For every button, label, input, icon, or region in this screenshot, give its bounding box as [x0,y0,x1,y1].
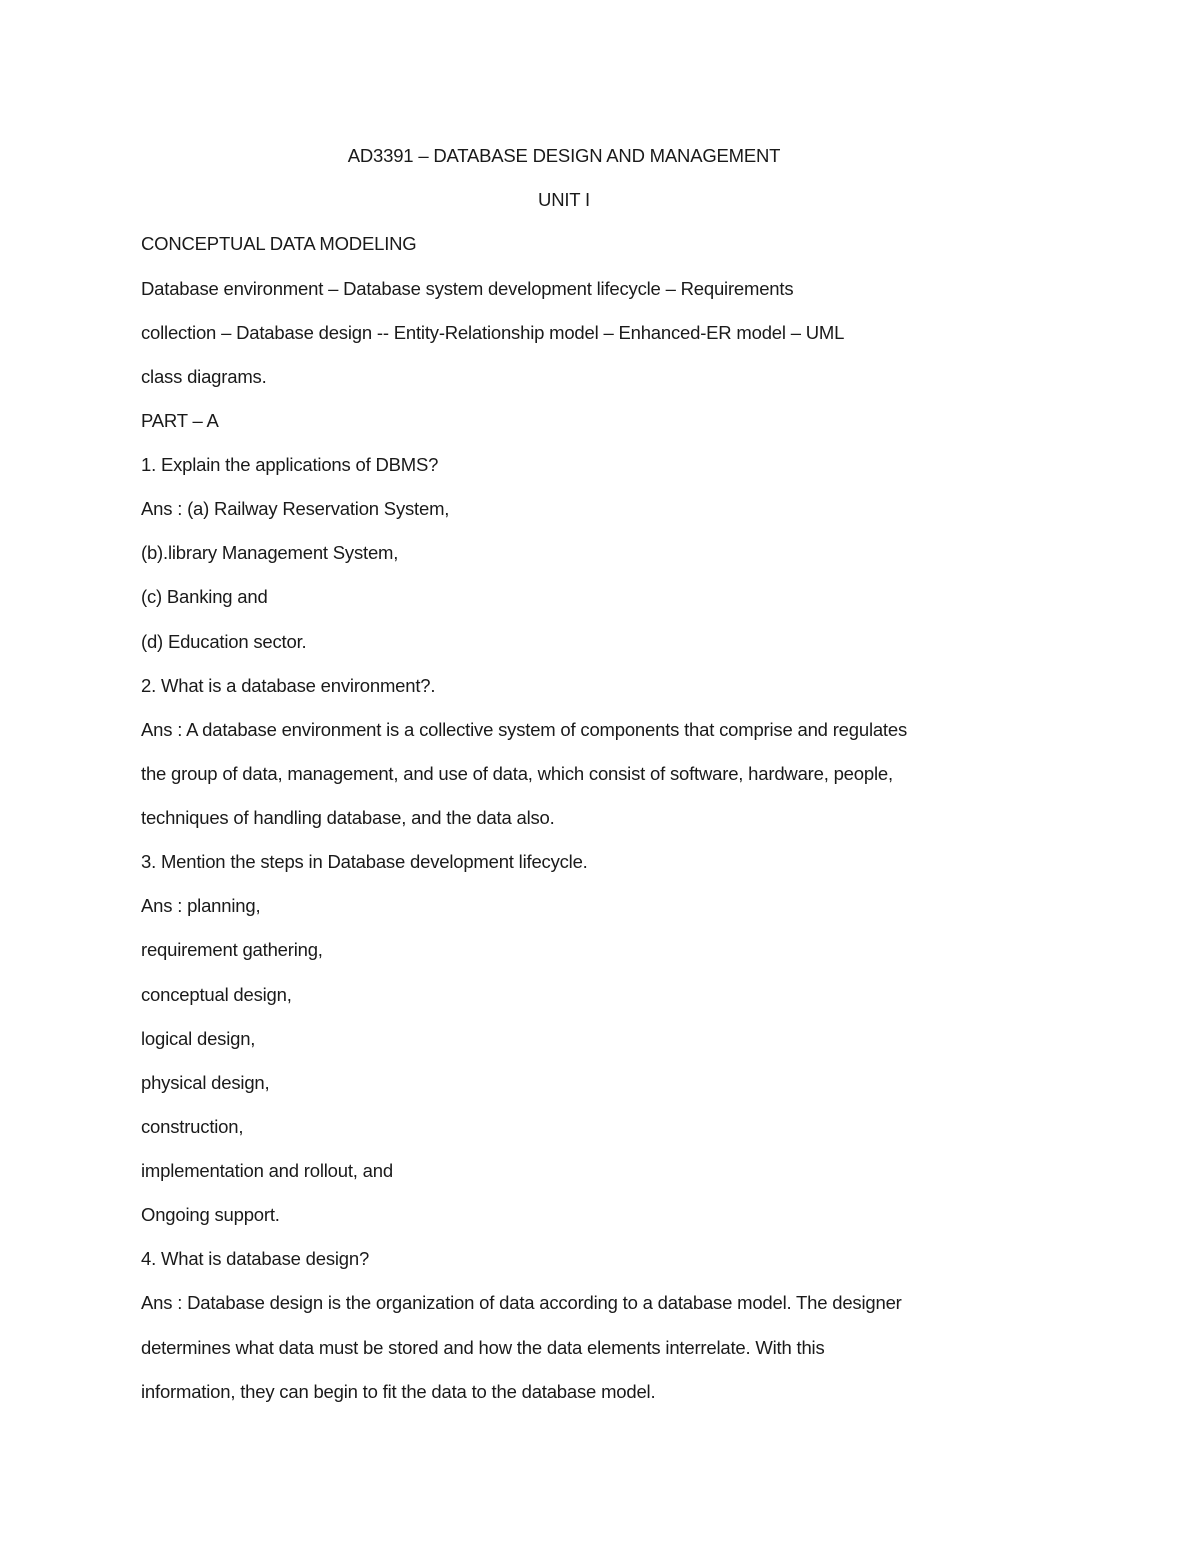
answer-line: logical design, [141,1028,256,1049]
answer-line: information, they can begin to fit the data to the database model. [141,1381,656,1402]
part-heading: PART – A [141,410,219,431]
syllabus-line: collection – Database design -- Entity-Relationship model – Enhanced-ER model – UML [141,322,845,343]
question-4: 4. What is database design? [141,1248,370,1269]
answer-line: (c) Banking and [141,586,268,607]
answer-line: (b).library Management System, [141,542,399,563]
unit-name: CONCEPTUAL DATA MODELING [141,233,417,254]
answer-line: determines what data must be stored and how the data elements interrelate. With this [141,1337,825,1358]
course-title: AD3391 – DATABASE DESIGN AND MANAGEMENT [347,145,781,166]
question-1: 1. Explain the applications of DBMS? [141,454,439,475]
answer-line: Ans : planning, [141,895,261,916]
answer-line: (d) Education sector. [141,631,307,652]
answer-line: construction, [141,1116,244,1137]
answer-line: Ans : (a) Railway Reservation System, [141,498,450,519]
question-3: 3. Mention the steps in Database development lifecycle. [141,851,588,872]
answer-line: implementation and rollout, and [141,1160,393,1181]
answer-line: physical design, [141,1072,270,1093]
syllabus-line: class diagrams. [141,366,267,387]
unit-heading: UNIT I [538,189,590,210]
answer-line: techniques of handling database, and the data also. [141,807,555,828]
syllabus-line: Database environment – Database system development lifecycle – Requirements [141,278,794,299]
answer-line: Ongoing support. [141,1204,280,1225]
answer-line: conceptual design, [141,984,292,1005]
answer-line: Ans : Database design is the organization of data according to a database model. The designer [141,1292,902,1313]
answer-line: the group of data, management, and use of data, which consist of software, hardware, people, [141,763,893,784]
question-2: 2. What is a database environment?. [141,675,436,696]
answer-line: requirement gathering, [141,939,323,960]
answer-line: Ans : A database environment is a collective system of components that comprise and regulates [141,719,908,740]
